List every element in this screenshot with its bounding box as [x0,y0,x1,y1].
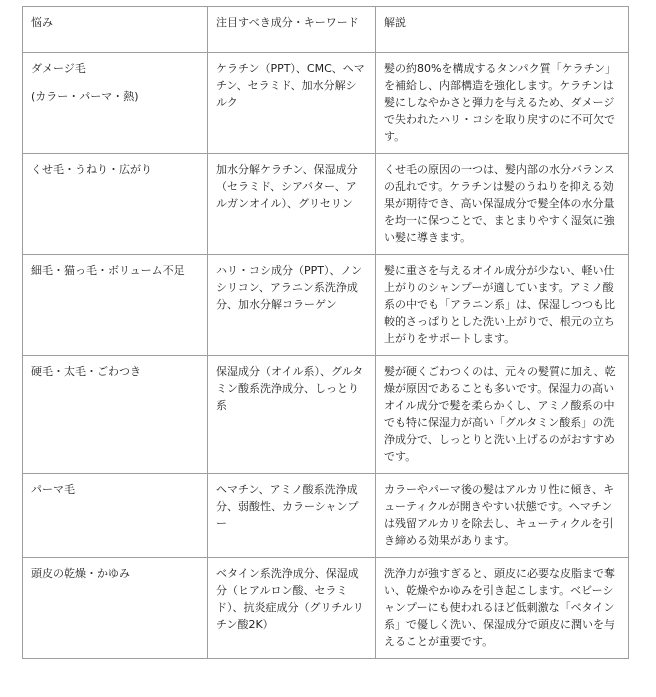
header-concern: 悩み [23,7,208,53]
header-ingredients: 注目すべき成分・キーワード [208,7,376,53]
ingredients-cell: ヘマチン、アミノ酸系洗浄成分、弱酸性、カラーシャンプー [208,474,376,558]
concern-note: (カラー・パーマ・熱) [31,90,139,103]
concern-cell: パーマ毛 [23,474,208,558]
concern-cell [23,53,208,154]
ingredients-cell: ハリ・コシ成分（PPT）、ノンシリコン、アラニン系洗浄成分、加水分解コラーゲン [208,255,376,356]
explanation-cell: 洗浄力が強すぎると、頭皮に必要な皮脂まで奪い、乾燥やかゆみを引き起こします。ベビーシャンプーにも使われるほど低刺激な「ベタイン系」で優しく洗い、保湿成分で頭皮に潤いを与えることが重要です。 [376,558,629,659]
concern-cell: 細毛・猫っ毛・ボリューム不足 [23,255,208,356]
concern-label: ダメージ毛 [31,62,86,75]
concern-cell: 硬毛・太毛・ごわつき [23,356,208,474]
explanation-cell: カラーやパーマ後の髪はアルカリ性に傾き、キューティクルが開きやすい状態です。ヘマチンは残留アルカリを除去し、キューティクルを引き締める効果があります。 [376,474,629,558]
explanation-cell: 髪が硬くごわつくのは、元々の髪質に加え、乾燥が原因であることも多いです。保湿力の高いオイル成分で髪を柔らかくし、アミノ酸系の中でも特に保湿力が高い「グルタミン酸系」の洗浄成分で、しっとりと洗い上げるのがおすすめです。 [376,356,629,474]
table-row [23,356,629,474]
table-row [23,474,629,558]
ingredients-cell: ベタイン系洗浄成分、保湿成分（ヒアルロン酸、セラミド）、抗炎症成分（グリチルリチン酸2K） [208,558,376,659]
table-row [23,255,629,356]
ingredients-cell: ケラチン（PPT）、CMC、ヘマチン、セラミド、加水分解シルク [208,53,376,154]
table-row [23,53,629,154]
table-row [23,558,629,659]
concern-cell: 頭皮の乾燥・かゆみ [23,558,208,659]
ingredients-cell: 加水分解ケラチン、保湿成分（セラミド、シアバター、アルガンオイル）、グリセリン [208,154,376,255]
explanation-cell: 髪の約80%を構成するタンパク質「ケラチン」を補給し、内部構造を強化します。ケラチンは髪にしなやかさと弾力を与えるため、ダメージで失われたハリ・コシを取り戻すのに不可欠です。 [376,53,629,154]
ingredients-cell: 保湿成分（オイル系）、グルタミン酸系洗浄成分、しっとり系 [208,356,376,474]
concern-cell: くせ毛・うねり・広がり [23,154,208,255]
table-header-row [23,7,629,53]
explanation-cell: くせ毛の原因の一つは、髪内部の水分バランスの乱れです。ケラチンは髪のうねりを抑える効果が期待でき、高い保湿成分で髪全体の水分量を均一に保つことで、まとまりやすく湿気に強い髪に導きます。 [376,154,629,255]
hair-concern-table [22,6,629,659]
explanation-cell: 髪に重さを与えるオイル成分が少ない、軽い仕上がりのシャンプーが適しています。アミノ酸系の中でも「アラニン系」は、保湿しつつも比較的さっぱりとした洗い上がりで、根元の立ち上がりをサポートします。 [376,255,629,356]
header-explanation: 解説 [376,7,629,53]
table-row [23,154,629,255]
